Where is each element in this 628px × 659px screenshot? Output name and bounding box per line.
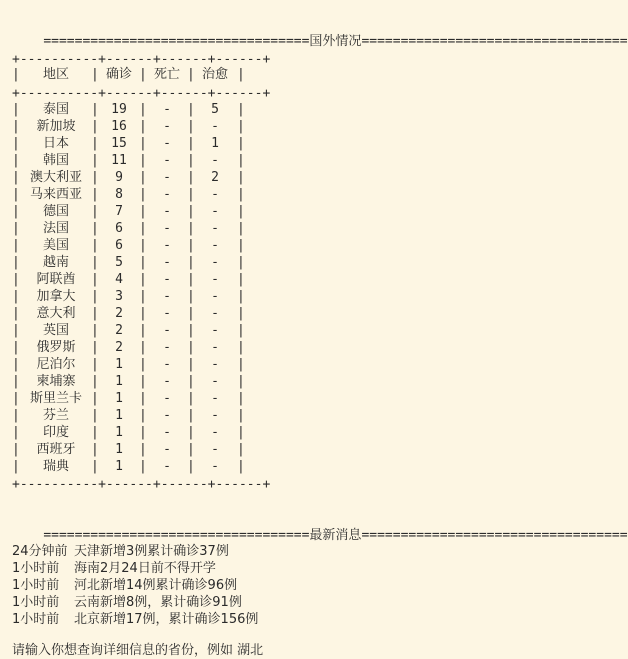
table-divider: |: [237, 272, 245, 287]
cell-region: 意大利: [36, 306, 76, 321]
table-divider: |: [187, 425, 195, 440]
cell-region: 新加坡: [36, 119, 76, 134]
cell-deaths: -: [163, 170, 171, 185]
cell-cured: -: [211, 459, 219, 474]
cell-deaths: -: [163, 238, 171, 253]
table-divider: |: [139, 119, 147, 134]
cell-cured: 5: [211, 102, 219, 117]
table-divider: |: [91, 187, 99, 202]
table-divider: |: [187, 442, 195, 457]
header-deaths: 死亡: [153, 67, 180, 82]
cell-cured: -: [211, 119, 219, 134]
cell-confirmed: 4: [115, 272, 123, 287]
table-divider: |: [187, 238, 195, 253]
cell-confirmed: 1: [115, 374, 123, 389]
cell-region: 英国: [42, 323, 69, 338]
table-divider: |: [139, 357, 147, 372]
table-divider: |: [139, 136, 147, 151]
table-row: [12, 152, 252, 169]
table-divider: |: [12, 204, 20, 219]
cell-region: 马来西亚: [29, 187, 82, 202]
cell-cured: -: [211, 221, 219, 236]
cell-confirmed: 16: [111, 119, 127, 134]
cell-deaths: -: [163, 119, 171, 134]
cell-deaths: -: [163, 204, 171, 219]
table-divider: |: [139, 442, 147, 457]
table-divider: |: [12, 442, 20, 457]
table-row: [12, 339, 252, 356]
table-divider: |: [139, 408, 147, 423]
table-divider: |: [12, 153, 20, 168]
cell-region: 美国: [42, 238, 69, 253]
foreign-section-header: [12, 16, 628, 49]
table-divider: |: [91, 289, 99, 304]
table-divider: |: [139, 459, 147, 474]
table-divider: |: [187, 391, 195, 406]
table-divider: |: [139, 306, 147, 321]
header-cured: 治愈: [201, 67, 228, 82]
cell-confirmed: 1: [115, 391, 123, 406]
cell-confirmed: 9: [115, 170, 123, 185]
table-divider: |: [139, 272, 147, 287]
cell-region: 加拿大: [36, 289, 76, 304]
cell-confirmed: 1: [115, 408, 123, 423]
cell-region: 印度: [42, 425, 69, 440]
table-row: [12, 373, 252, 390]
cell-region: 斯里兰卡: [29, 391, 82, 406]
cell-cured: -: [211, 238, 219, 253]
cell-cured: -: [211, 442, 219, 457]
table-border-header: +----------+------+------+------+: [12, 86, 271, 101]
news-time: 1小时前: [12, 612, 60, 627]
cell-confirmed: 2: [115, 340, 123, 355]
table-divider: |: [237, 221, 245, 236]
cell-cured: -: [211, 204, 219, 219]
cell-cured: -: [211, 408, 219, 423]
table-row: [12, 169, 252, 186]
table-divider: |: [12, 170, 20, 185]
table-divider: |: [139, 391, 147, 406]
table-divider: |: [139, 340, 147, 355]
table-divider: |: [139, 102, 147, 117]
table-divider: |: [91, 102, 99, 117]
header-region: 地区: [42, 67, 69, 82]
cell-deaths: -: [163, 459, 171, 474]
cell-deaths: -: [163, 306, 171, 321]
cell-confirmed: 2: [115, 306, 123, 321]
table-divider: |: [187, 357, 195, 372]
cell-cured: 2: [211, 170, 219, 185]
cell-deaths: -: [163, 323, 171, 338]
cell-confirmed: 7: [115, 204, 123, 219]
table-row: [12, 356, 252, 373]
table-divider: |: [12, 425, 20, 440]
table-divider: |: [237, 442, 245, 457]
table-divider: |: [12, 340, 20, 355]
news-section-header: [12, 510, 628, 543]
header-confirmed: 确诊: [105, 67, 132, 82]
table-divider: |: [91, 306, 99, 321]
table-row: [12, 254, 252, 271]
cell-deaths: -: [163, 187, 171, 202]
cell-deaths: -: [163, 357, 171, 372]
table-divider: |: [237, 136, 245, 151]
table-divider: |: [187, 221, 195, 236]
table-divider: |: [237, 357, 245, 372]
table-row: [12, 101, 252, 118]
news-time: 1小时前: [12, 561, 60, 576]
cell-deaths: -: [163, 425, 171, 440]
table-divider: |: [139, 425, 147, 440]
table-divider: |: [187, 153, 195, 168]
table-row: [12, 288, 252, 305]
news-time: 24分钟前: [12, 544, 68, 559]
table-divider: |: [237, 102, 245, 117]
table-divider: |: [237, 119, 245, 134]
table-divider: |: [237, 374, 245, 389]
table-header-row: | 地区 | 确诊 | 死亡 | 治愈 |: [12, 67, 245, 82]
rule-left: ==================================: [43, 528, 310, 543]
table-divider: |: [237, 153, 245, 168]
table-divider: |: [187, 374, 195, 389]
cell-region: 越南: [42, 255, 69, 270]
table-divider: |: [237, 255, 245, 270]
table-divider: |: [91, 357, 99, 372]
cell-confirmed: 19: [111, 102, 127, 117]
table-row: [12, 237, 252, 254]
news-time: 1小时前: [12, 578, 60, 593]
table-divider: |: [91, 425, 99, 440]
table-row: [12, 441, 252, 458]
table-row: [12, 322, 252, 339]
cell-confirmed: 1: [115, 442, 123, 457]
cell-cured: -: [211, 357, 219, 372]
table-border-top: +----------+------+------+------+: [12, 52, 271, 67]
table-divider: |: [187, 136, 195, 151]
news-time: 1小时前: [12, 595, 60, 610]
table-divider: |: [139, 153, 147, 168]
cell-region: 阿联酋: [36, 272, 76, 287]
cell-confirmed: 3: [115, 289, 123, 304]
table-divider: |: [187, 340, 195, 355]
cell-deaths: -: [163, 442, 171, 457]
news-text: 北京新增17例，累计确诊156例: [74, 612, 259, 627]
table-divider: |: [187, 170, 195, 185]
table-divider: |: [91, 459, 99, 474]
table-divider: |: [139, 323, 147, 338]
cell-region: 日本: [42, 136, 69, 151]
table-divider: |: [237, 323, 245, 338]
cell-region: 尼泊尔: [36, 357, 76, 372]
cell-cured: -: [211, 255, 219, 270]
cell-deaths: -: [163, 391, 171, 406]
table-divider: |: [237, 170, 245, 185]
table-divider: |: [139, 170, 147, 185]
cell-deaths: -: [163, 408, 171, 423]
table-divider: |: [91, 221, 99, 236]
cell-region: 柬埔寨: [36, 374, 76, 389]
table-divider: |: [187, 255, 195, 270]
table-divider: |: [91, 408, 99, 423]
cell-region: 德国: [42, 204, 69, 219]
table-divider: |: [91, 119, 99, 134]
cell-region: 法国: [42, 221, 69, 236]
cell-region: 瑞典: [42, 459, 69, 474]
cell-deaths: -: [163, 340, 171, 355]
cell-region: 俄罗斯: [36, 340, 76, 355]
cell-deaths: -: [163, 102, 171, 117]
table-divider: |: [187, 102, 195, 117]
cell-cured: -: [211, 323, 219, 338]
table-divider: |: [237, 238, 245, 253]
table-divider: |: [91, 323, 99, 338]
news-text: 海南2月24日前不得开学: [74, 561, 216, 576]
table-divider: |: [12, 459, 20, 474]
cell-cured: -: [211, 187, 219, 202]
table-divider: |: [237, 408, 245, 423]
table-divider: |: [237, 306, 245, 321]
table-divider: |: [237, 391, 245, 406]
table-divider: |: [139, 289, 147, 304]
table-divider: |: [12, 238, 20, 253]
news-text: 天津新增3例累计确诊37例: [74, 544, 229, 559]
table-divider: |: [139, 238, 147, 253]
table-divider: |: [139, 204, 147, 219]
table-row: [12, 135, 252, 152]
cell-cured: -: [211, 340, 219, 355]
cell-deaths: -: [163, 272, 171, 287]
table-row: [12, 271, 252, 288]
cell-cured: -: [211, 272, 219, 287]
table-divider: |: [237, 425, 245, 440]
table-divider: |: [237, 204, 245, 219]
cell-region: 芬兰: [42, 408, 69, 423]
cell-cured: -: [211, 306, 219, 321]
table-divider: |: [12, 102, 20, 117]
cell-confirmed: 2: [115, 323, 123, 338]
table-divider: |: [91, 442, 99, 457]
table-divider: |: [237, 340, 245, 355]
table-divider: |: [91, 374, 99, 389]
table-divider: |: [91, 391, 99, 406]
cell-confirmed: 8: [115, 187, 123, 202]
table-row: [12, 203, 252, 220]
table-divider: |: [91, 255, 99, 270]
table-divider: |: [12, 306, 20, 321]
table-divider: |: [139, 255, 147, 270]
news-text: 云南新增8例，累计确诊91例: [74, 595, 242, 610]
table-divider: |: [12, 255, 20, 270]
table-divider: |: [12, 289, 20, 304]
cell-deaths: -: [163, 153, 171, 168]
news-item: [12, 577, 237, 594]
news-text: 河北新增14例累计确诊96例: [74, 578, 238, 593]
cell-cured: -: [211, 425, 219, 440]
cell-deaths: -: [163, 374, 171, 389]
news-item: [12, 611, 258, 628]
input-prompt: 请输入你想查询详细信息的省份，例如 湖北: [12, 643, 264, 658]
table-divider: |: [139, 187, 147, 202]
table-divider: |: [187, 289, 195, 304]
table-row: [12, 424, 252, 441]
table-row: [12, 118, 252, 135]
cell-confirmed: 1: [115, 459, 123, 474]
foreign-section-title: 国外情况: [309, 34, 362, 49]
table-divider: |: [12, 391, 20, 406]
cell-confirmed: 1: [115, 425, 123, 440]
table-divider: |: [187, 272, 195, 287]
table-row: [12, 220, 252, 237]
cell-confirmed: 15: [111, 136, 127, 151]
cell-deaths: -: [163, 136, 171, 151]
table-divider: |: [139, 221, 147, 236]
table-divider: |: [91, 204, 99, 219]
cell-confirmed: 5: [115, 255, 123, 270]
cell-region: 西班牙: [36, 442, 76, 457]
cell-cured: -: [211, 391, 219, 406]
cell-deaths: -: [163, 255, 171, 270]
news-item: [12, 594, 242, 611]
rule-right: ==================================: [361, 528, 628, 543]
table-divider: |: [187, 459, 195, 474]
table-divider: |: [91, 238, 99, 253]
news-item: [12, 543, 229, 560]
table-divider: |: [91, 136, 99, 151]
table-divider: |: [187, 187, 195, 202]
cell-region: 泰国: [42, 102, 69, 117]
table-row: [12, 186, 252, 203]
table-divider: |: [12, 272, 20, 287]
table-divider: |: [187, 323, 195, 338]
table-divider: |: [12, 119, 20, 134]
cell-region: 韩国: [42, 153, 69, 168]
table-row: [12, 407, 252, 424]
news-item: [12, 560, 216, 577]
cell-cured: -: [211, 153, 219, 168]
table-divider: |: [237, 187, 245, 202]
table-divider: |: [187, 306, 195, 321]
cell-cured: 1: [211, 136, 219, 151]
cell-confirmed: 6: [115, 238, 123, 253]
table-divider: |: [187, 408, 195, 423]
table-row: [12, 458, 252, 475]
table-divider: |: [91, 170, 99, 185]
cell-deaths: -: [163, 221, 171, 236]
cell-confirmed: 6: [115, 221, 123, 236]
table-divider: |: [12, 187, 20, 202]
news-section-title: 最新消息: [309, 528, 362, 543]
table-divider: |: [12, 221, 20, 236]
cell-deaths: -: [163, 289, 171, 304]
cell-region: 澳大利亚: [29, 170, 82, 185]
table-divider: |: [12, 374, 20, 389]
cell-confirmed: 1: [115, 357, 123, 372]
table-divider: |: [91, 340, 99, 355]
rule-left: ==================================: [43, 34, 310, 49]
table-divider: |: [12, 408, 20, 423]
cell-cured: -: [211, 374, 219, 389]
table-divider: |: [12, 357, 20, 372]
table-divider: |: [91, 272, 99, 287]
table-divider: |: [12, 136, 20, 151]
table-divider: |: [237, 289, 245, 304]
table-row: [12, 305, 252, 322]
rule-right: ==================================: [361, 34, 628, 49]
table-divider: |: [91, 153, 99, 168]
table-row: [12, 390, 252, 407]
cell-confirmed: 11: [111, 153, 127, 168]
cell-cured: -: [211, 289, 219, 304]
table-divider: |: [139, 374, 147, 389]
table-divider: |: [187, 119, 195, 134]
table-divider: |: [187, 204, 195, 219]
table-divider: |: [237, 459, 245, 474]
table-divider: |: [12, 323, 20, 338]
table-border-bottom: +----------+------+------+------+: [12, 477, 271, 492]
